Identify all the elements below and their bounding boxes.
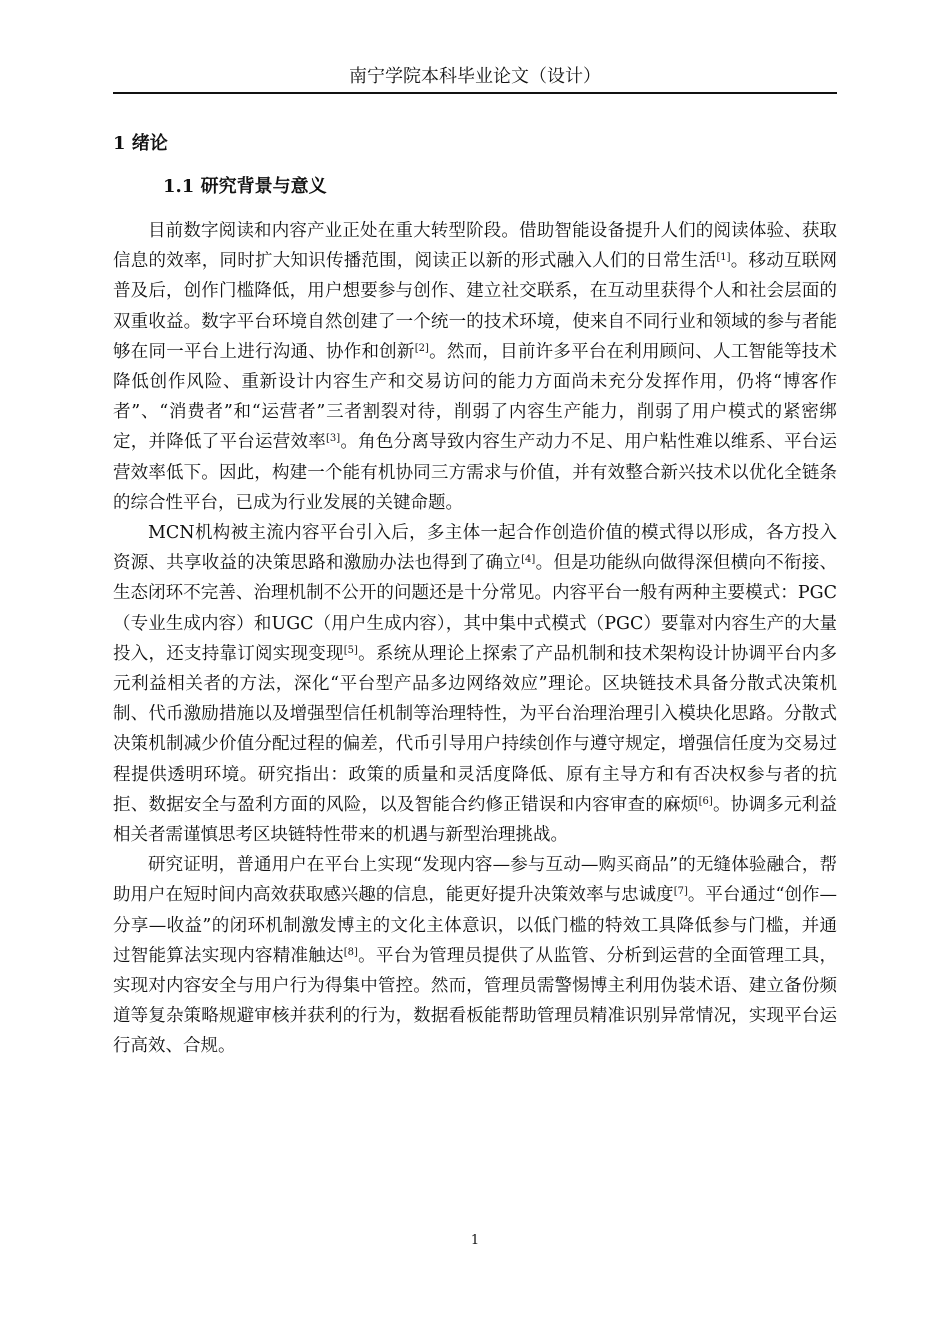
text-run: 。协调多元利益相关者需谨慎思考区块链特性带来的机遇与新型治理挑战。 (113, 794, 838, 846)
paragraph (113, 518, 837, 850)
text-run: 。但是功能纵向做得深但横向不衔接、生态闭环不完善、治理机制不公开的问题还是十分常见。内容平台一般有两种主要模式：PGC（专业生成内容）和UGC（用户生成内容），其中集中式模式（PGC）要靠对内容生产的大量投入，还支持靠订阅实现变现 (113, 553, 838, 664)
section-heading: 1.1 研究背景与意义 (163, 176, 327, 197)
citation-ref: [8] (343, 946, 358, 958)
text-run: 研究证明，普通用户在平台上实现“发现内容—参与互动—购买商品”的无缝体验融合，帮助用户在短时间内高效获取感兴趣的信息，能更好提升决策效率与忠诚度 (113, 855, 837, 906)
text-run: 。移动互联网普及后，创作门槛降低，用户想要参与创作、建立社交联系，在互动里获得个人和社会层面的双重收益。数字平台环境自然创建了一个统一的技术环境，使来自不同行业和领域的参与者能够在同一平台上进行沟通、协作和创新 (113, 251, 838, 362)
header-title: 南宁学院本科毕业论文（设计） (349, 66, 601, 87)
text-run: 。系统从理论上探索了产品机制和技术架构设计协调平台内多元利益相关者的方法，深化“平台型产品多边网络效应”理论。区块链技术具备分散式决策机制、代币激励措施以及增强型信任机制等治理特性，为平台治理治理引入模块化思路。分散式决策机制减少价值分配过程的偏差，代币引导用户持续创作与遵守规定，增强信任度为交易过程提供透明环境。研究指出：政策的质量和灵活度降低、原有主导方和有否决权参与者的抗拒、数据安全与盈利方面的风险，以及智能合约修正错误和内容审查的麻烦 (113, 643, 838, 815)
citation-ref: [5] (343, 644, 358, 656)
text-run: 。角色分离导致内容生产动力不足、用户粘性难以维系、平台运营效率低下。因此，构建一个能有机协同三方需求与价值，并有效整合新兴技术以优化全链条的综合性平台，已成为行业发展的关键命题。 (113, 432, 838, 513)
chapter-heading: 1 绪论 (113, 133, 168, 154)
paragraph (113, 850, 837, 1061)
body-text (113, 216, 837, 1062)
citation-ref: [1] (716, 252, 731, 264)
header-rule (113, 92, 837, 94)
citation-ref: [4] (521, 554, 536, 566)
citation-ref: [2] (414, 342, 429, 354)
paragraph (113, 216, 837, 518)
text-run: 。平台通过“创作—分享—收益”的闭环机制激发博主的文化主体意识，以低门槛的特效工具降低参与门槛，并通过智能算法实现内容精准触达 (113, 885, 837, 966)
text-run: 。平台为管理员提供了从监管、分析到运营的全面管理工具，实现对内容安全与用户行为得集中管控。然而，管理员需警惕博主利用伪装术语、建立备份频道等复杂策略规避审核并获利的行为，数据看板能帮助管理员精准识别异常情况，实现平台运行高效、合规。 (113, 945, 838, 1057)
text-run: MCN机构被主流内容平台引入后，多主体一起合作创造价值的模式得以形成，各方投入资源、共享收益的决策思路和激励办法也得到了确立 (113, 523, 837, 574)
citation-ref: [3] (325, 433, 341, 445)
page-number: 1 (470, 1233, 480, 1248)
citation-ref: [6] (698, 795, 713, 807)
text-run: 。然而，目前许多平台在利用顾问、人工智能等技术降低创作风险、重新设计内容生产和交易访问的能力方面尚未充分发挥作用，仍将“博客作者”、“消费者”和“运营者”三者割裂对待，削弱了内容生产能力，削弱了用户模式的紧密绑定，并降低了平台运营效率 (113, 341, 838, 453)
citation-ref: [7] (673, 886, 688, 898)
text-run: 目前数字阅读和内容产业正处在重大转型阶段。借助智能设备提升人们的阅读体验、获取信息的效率，同时扩大知识传播范围，阅读正以新的形式融入人们的日常生活 (113, 221, 837, 272)
